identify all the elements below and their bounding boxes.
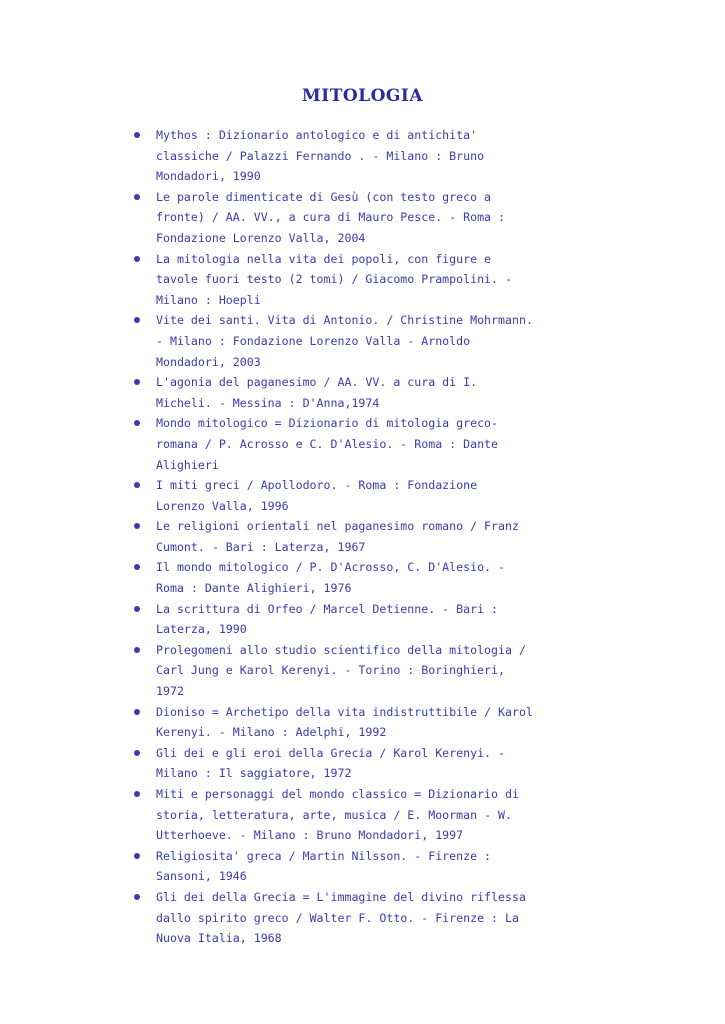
bullet-icon	[134, 379, 140, 385]
bullet-icon	[134, 894, 140, 900]
entry-text: Prolegomeni allo studio scientifico della mitologia / Carl Jung e Karol Kerenyi. - Torino : Boringhieri, 1972	[156, 642, 526, 699]
bullet-icon	[134, 709, 140, 715]
entry-text: I miti greci / Apollodoro. - Roma : Fondazione Lorenzo Valla, 1996	[156, 478, 478, 513]
bullet-icon	[134, 317, 140, 323]
list-item	[0, 372, 566, 413]
bibliography-list	[0, 125, 725, 949]
list-item	[0, 516, 566, 557]
bullet-icon	[134, 256, 140, 262]
list-item	[0, 310, 566, 372]
list-item	[0, 640, 566, 702]
bullet-icon	[134, 791, 140, 797]
entry-text: Miti e personaggi del mondo classico = Dizionario di storia, letteratura, arte, musica / E. Moorman - W. Utterhoeve. - Milano : Bruno Mondadori, 1997	[156, 787, 519, 843]
list-item	[0, 702, 566, 743]
list-item	[0, 557, 566, 598]
list-item	[0, 249, 566, 311]
entry-text: Religiosita' greca / Martin Nilsson. - Firenze : Sansoni, 1946	[156, 848, 492, 884]
bullet-icon	[134, 420, 140, 426]
list-item	[0, 475, 566, 516]
entry-text: Gli dei e gli eroi della Grecia / Karol Kerenyi. - Milano : Il saggiatore, 1972	[156, 745, 506, 781]
entry-text: La mitologia nella vita dei popoli, con figure e tavole fuori testo (2 tomi) / Giacomo Prampolini. - Milano : Hoepli	[156, 251, 512, 307]
entry-text: Il mondo mitologico / P. D'Acrosso, C. D'Alesio. - Roma : Dante Alighieri, 1976	[156, 560, 506, 596]
entry-text: Mondo mitologico = Dizionario di mitologia greco- romana / P. Acrosso e C. D'Alesio. - Roma : Dante Alighieri	[156, 416, 499, 472]
list-item	[0, 599, 566, 640]
bullet-icon	[134, 523, 140, 529]
bullet-icon	[134, 564, 140, 570]
entry-text: Le religioni orientali nel paganesimo romano / Franz Cumont. - Bari : Laterza, 1967	[156, 519, 519, 554]
list-item	[0, 413, 566, 475]
list-item	[0, 743, 566, 784]
list-item	[0, 846, 566, 887]
bullet-icon	[134, 132, 140, 138]
list-item	[0, 187, 566, 249]
bullet-icon	[134, 750, 140, 756]
bullet-icon	[134, 853, 140, 859]
list-item	[0, 887, 566, 949]
entry-text: Gli dei della Grecia = L'immagine del divino riflessa dallo spirito greco / Walter F. Otto. - Firenze : La Nuova Italia, 1968	[156, 889, 526, 946]
entry-text: Vite dei santi. Vita di Antonio. / Christine Mohrmann. - Milano : Fondazione Lorenzo Valla - Arnoldo Mondadori, 2003	[156, 313, 533, 369]
bullet-icon	[134, 647, 140, 653]
page-title: MITOLOGIA	[301, 86, 424, 106]
list-item	[0, 784, 566, 846]
list-item	[0, 125, 566, 187]
bullet-icon	[134, 482, 140, 488]
entry-text: L'agonia del paganesimo / AA. VV. a cura di I. Micheli. - Messina : D'Anna,1974	[156, 375, 478, 410]
entry-text: Mythos : Dizionario antologico e di antichita' classiche / Palazzi Fernando . - Milano : Bruno Mondadori, 1990	[156, 128, 485, 184]
entry-text: Dioniso = Archetipo della vita indistruttibile / Karol Kerenyi. - Milano : Adelphi, 1992	[156, 704, 533, 740]
entry-text: Le parole dimenticate di Gesù (con testo greco a fronte) / AA. VV., a cura di Mauro Pesce. - Roma : Fondazione Lorenzo Valla, 2004	[156, 189, 506, 245]
entry-text: La scrittura di Orfeo / Marcel Detienne. - Bari : Laterza, 1990	[156, 601, 499, 637]
bullet-icon	[134, 194, 140, 200]
bullet-icon	[134, 606, 140, 612]
